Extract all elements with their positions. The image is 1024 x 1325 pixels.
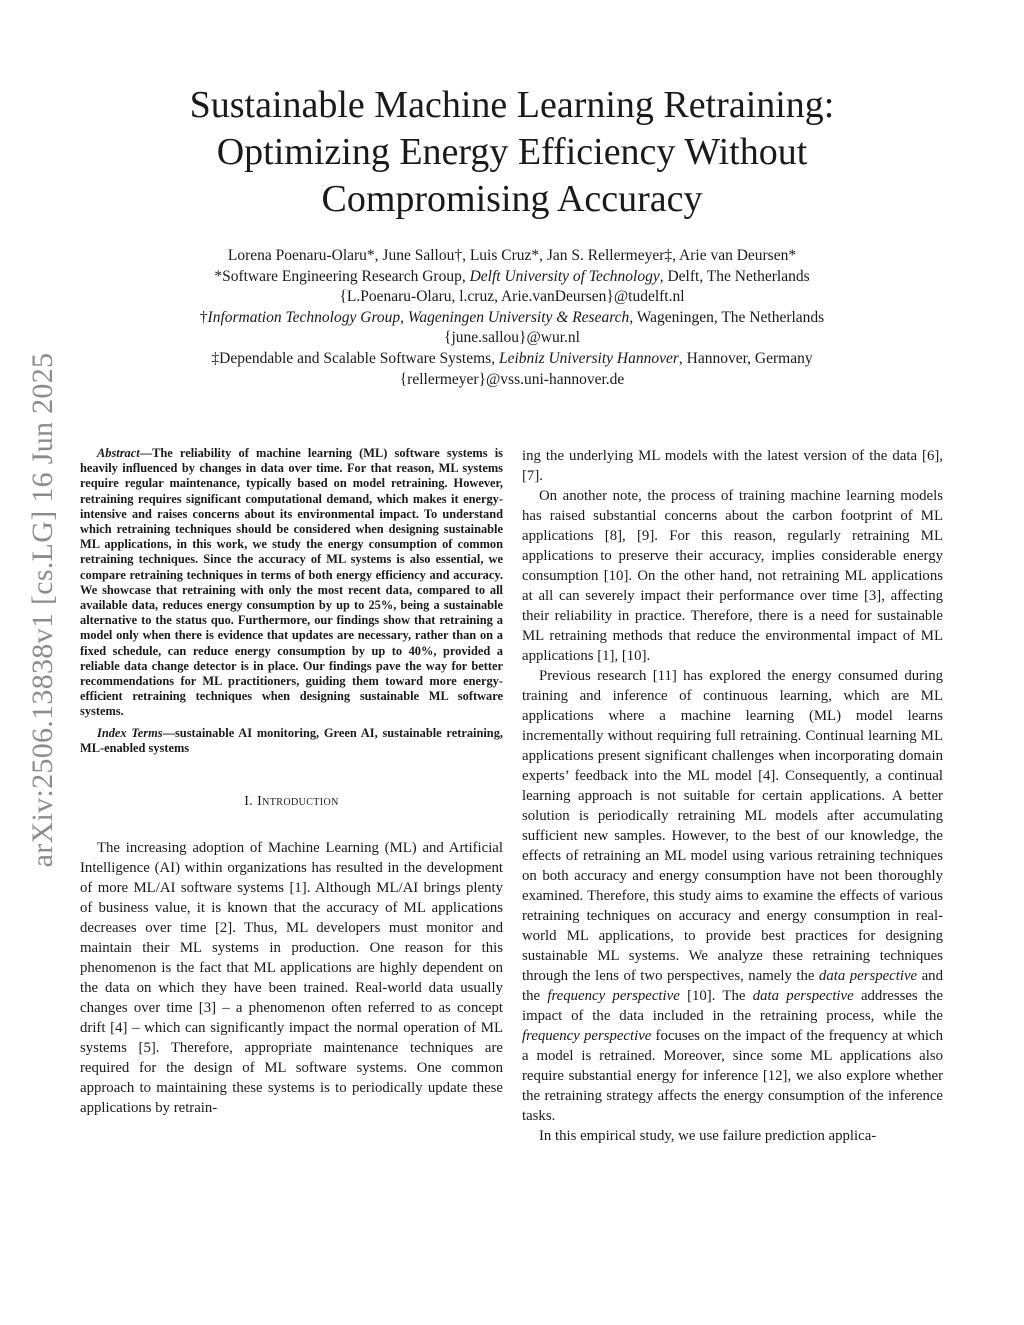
right-column <box>522 446 943 1146</box>
affiliation-2-email: {june.sallou}@wur.nl <box>444 329 580 347</box>
author-names: Lorena Poenaru-Olaru*, June Sallou†, Luis Cruz*, Jan S. Rellermeyer‡, Arie van Deursen* <box>227 247 797 264</box>
section-heading-introduction: I. Introduction <box>244 794 339 810</box>
title-line-3: Compromising Accuracy <box>321 178 703 220</box>
arxiv-id: arXiv:2506.13838v1 [cs.LG] 16 Jun 2025 <box>26 352 59 868</box>
title-line-2: Optimizing Energy Efficiency Without <box>216 131 808 173</box>
abstract-text: —The reliability of machine learning (ML) software systems is heavily influenced by changes in data over time. For that reason, ML systems require regular maintenance, typically based on model retraining. However, retraining requires significant computational demand, which makes it energy-intensive and raises concerns about its environmental impact. To understand which retraining techniques should be considered when designing sustainable ML applications, in this work, we study the energy consumption of common retraining techniques. Since the accuracy of ML systems is also essential, we compare retraining techniques in terms of both energy efficiency and accuracy. We showcase that retraining with only the most recent data, compared to all available data, reduces energy consumption by up to 25%, being a sustainable alternative to the status quo. Furthermore, our findings show that retraining a model only when there is evidence that updates are necessary, rather than on a fixed schedule, can reduce energy consumption by up to 40%, provided a reliable data change detector is in place. Our findings pave the way for better recommendations for ML practitioners, guiding them toward more energy-efficient retraining techniques when designing sustainable ML software systems. <box>80 446 503 719</box>
intro-paragraph-1: The increasing adoption of Machine Learning (ML) and Artificial Intelligence (AI) within organizations has resulted in the development of more ML/AI software systems [1]. Although ML/AI brings plenty of business value, it is known that the accuracy of ML applications decreases over time [2]. Thus, ML developers must monitor and maintain their ML systems in production. One reason for this phenomenon is the fact that ML applications are highly dependent on the data on which they have been trained. Real-world data usually changes over time [3] – a phenomenon often referred to as concept drift [4] – which can significantly impact the normal operation of ML systems [5]. Therefore, appropriate maintenance techniques are required for the design of ML software systems. One common approach to maintaining these systems is to periodically update these applications by retrain- <box>80 840 503 1117</box>
intro-paragraph-2: On another note, the process of training machine learning models has raised substantial concerns about the carbon footprint of ML applications [8], [9]. For this reason, regularly retraining ML applications to preserve their accuracy, implies considerable energy consumption [10]. On the other hand, not retraining ML applications at all can severely impact their performance over time [3], affecting their reliability in practice. Therefore, there is a need for sustainable ML retraining methods that reduce the environmental impact of ML applications [1], [10]. <box>522 488 943 664</box>
index-terms-text: —sustainable AI monitoring, Green AI, sustainable retraining, ML-enabled systems <box>80 725 503 755</box>
index-terms <box>80 726 503 756</box>
author-block <box>80 246 944 390</box>
affiliation-1: *Software Engineering Research Group, Delft University of Technology, Delft, The Netherlands <box>214 267 810 285</box>
affiliation-3-email: {rellermeyer}@vss.uni-hannover.de <box>399 370 625 388</box>
abstract-lead: Abstract <box>97 446 140 460</box>
abstract <box>80 446 503 720</box>
arxiv-sidebar-stamp <box>13 240 73 980</box>
index-terms-lead: Index Terms <box>97 725 163 740</box>
title-line-1: Sustainable Machine Learning Retraining: <box>189 84 835 126</box>
affiliation-3: ‡Dependable and Scalable Software Systems, Leibniz University Hannover, Hannover, Germany <box>211 349 813 367</box>
affiliation-2: †Information Technology Group, Wageningen University & Research, Wageningen, The Netherlands <box>199 308 825 326</box>
intro-paragraph-3: Previous research [11] has explored the energy consumed during training and inference of continuous learning, which are ML applications where a machine learning (ML) model learns incrementally without requiring full retraining. Continual learning ML applications present significant challenges when incorporating domain experts’ feedback into the ML model [4]. Consequently, a continual learning approach is not suitable for certain applications. A better solution is periodically retraining ML models after accumulating sufficient new samples. However, to the best of our knowledge, the effects of retraining an ML model using various retraining techniques on both accuracy and energy consumption have not been thoroughly examined. Therefore, this study aims to examine the effects of various retraining techniques on accuracy and energy consumption in real-world ML applications, to provide best practices for designing sustainable ML systems. We analyze these retraining techniques through the lens of two perspectives, namely the data perspective and the frequency perspective [10]. The data perspective addresses the impact of the data included in the retraining process, while the frequency perspective focuses on the impact of the frequency at which a model is retrained. Moreover, since some ML applications also require substantial energy for inference [12], we also explore whether the retraining strategy affects the energy consumption of the inference tasks. <box>522 668 944 1124</box>
left-column <box>80 446 503 1118</box>
intro-paragraph-4: In this empirical study, we use failure prediction applica- <box>539 1128 877 1144</box>
intro-paragraph-continued: ing the underlying ML models with the latest version of the data [6], [7]. <box>522 448 943 484</box>
paper-title <box>80 82 944 223</box>
affiliation-1-email: {L.Poenaru-Olaru, l.cruz, Arie.vanDeursen}@tudelft.nl <box>339 288 685 306</box>
